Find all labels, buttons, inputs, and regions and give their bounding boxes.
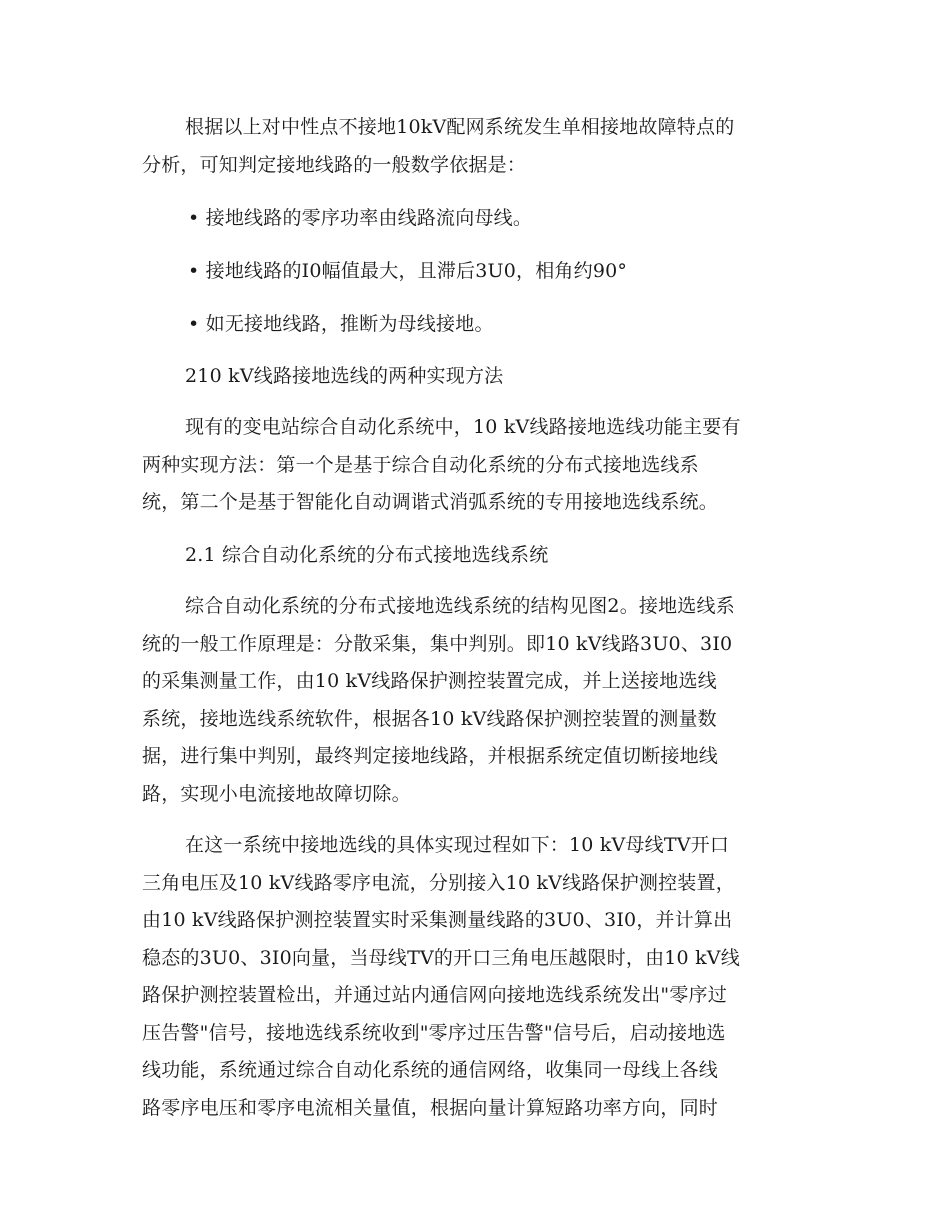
methods-line-1: 现有的变电站综合自动化系统中，10 kV线路接地选线功能主要有 <box>185 416 741 438</box>
section-heading-2-1: 2.1 综合自动化系统的分布式接地选线系统 <box>185 544 549 566</box>
intro-line-2: 分析，可知判定接地线路的一般数学依据是： <box>142 154 527 176</box>
methods-line-3: 统，第二个是基于智能化自动调谐式消弧系统的专用接地选线系统。 <box>142 491 719 513</box>
structure-line-6: 路，实现小电流接地故障切除。 <box>142 783 411 805</box>
process-line-2: 三角电压及10 kV线路零序电流，分别接入10 kV线路保护测控装置， <box>142 872 735 894</box>
process-line-3: 由10 kV线路保护测控装置实时采集测量线路的3U0、3I0，并计算出 <box>142 909 733 931</box>
bullet-item-3: • 如无接地线路，推断为母线接地。 <box>188 313 494 335</box>
process-line-5: 路保护测控装置检出，并通过站内通信网向接地选线系统发出"零序过 <box>142 984 727 1006</box>
process-line-7: 线功能，系统通过综合自动化系统的通信网络，收集同一母线上各线 <box>142 1059 719 1081</box>
bullet-item-1: • 接地线路的零序功率由线路流向母线。 <box>188 207 533 229</box>
structure-line-5: 据，进行集中判别，最终判定接地线路，并根据系统定值切断接地线 <box>142 745 719 767</box>
process-line-4: 稳态的3U0、3I0向量，当母线TV的开口三角电压越限时，由10 kV线 <box>142 947 740 969</box>
structure-line-1: 综合自动化系统的分布式接地选线系统的结构见图2。接地选线系 <box>185 595 735 617</box>
process-line-1: 在这一系统中接地选线的具体实现过程如下：10 kV母线TV开口 <box>185 834 730 856</box>
intro-line-1: 根据以上对中性点不接地10kV配网系统发生单相接地故障特点的 <box>185 116 735 138</box>
structure-line-2: 统的一般工作原理是：分散采集，集中判别。即10 kV线路3U0、3I0 <box>142 633 733 655</box>
bullet-item-2: • 接地线路的I0幅值最大，且滞后3U0，相角约90° <box>188 260 628 282</box>
methods-line-2: 两种实现方法：第一个是基于综合自动化系统的分布式接地选线系 <box>142 454 699 476</box>
structure-line-3: 的采集测量工作，由10 kV线路保护测控装置完成，并上送接地选线 <box>142 670 717 692</box>
process-line-8: 路零序电压和零序电流相关量值，根据向量计算短路功率方向，同时 <box>142 1097 719 1119</box>
process-line-6: 压告警"信号，接地选线系统收到"零序过压告警"信号后，启动接地选 <box>142 1022 726 1044</box>
structure-line-4: 系统，接地选线系统软件，根据各10 kV线路保护测控装置的测量数 <box>142 708 717 730</box>
section-heading-2: 210 kV线路接地选线的两种实现方法 <box>185 365 504 387</box>
